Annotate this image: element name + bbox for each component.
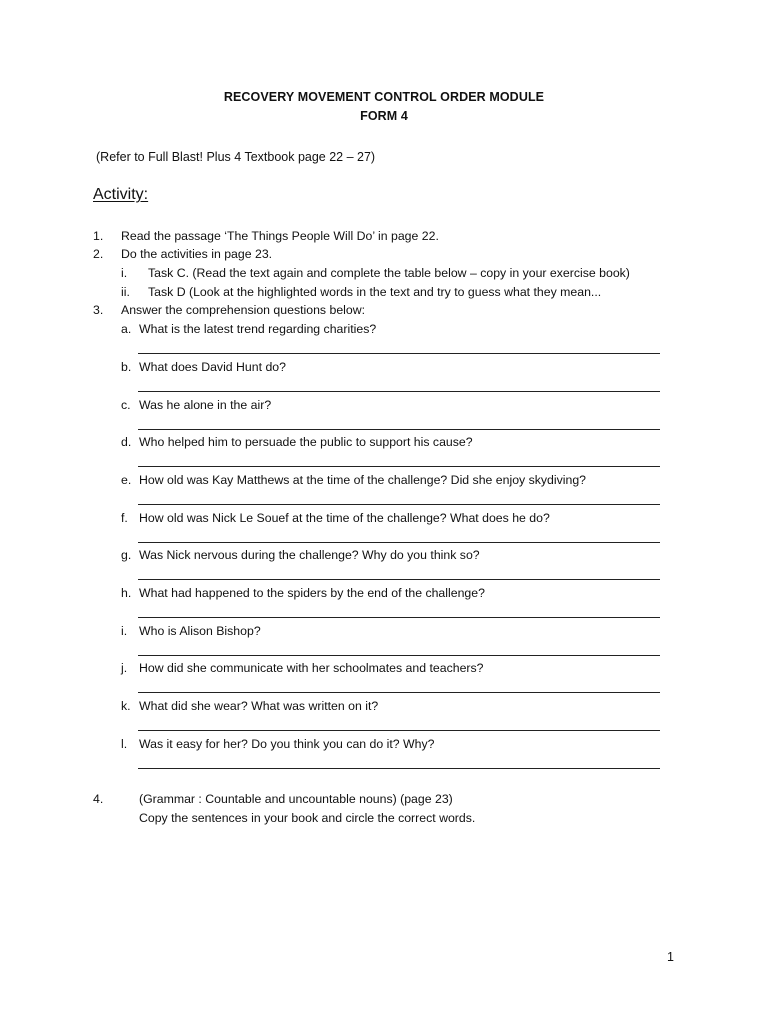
answer-line [138,730,660,731]
question-letter: e. [121,473,132,487]
question-letter: j. [121,661,128,675]
question-text: How old was Nick Le Souef at the time of the challenge? What does he do? [139,511,550,525]
item-3-text: Answer the comprehension questions below: [121,303,366,317]
subtask-i-number: i. [121,266,128,280]
page-number: 1 [667,950,674,964]
question-letter: h. [121,586,132,600]
question-text: Was Nick nervous during the challenge? Why do you think so? [139,548,480,562]
question-letter: f. [121,511,128,525]
subtask-i-text: Task C. (Read the text again and complete the table below – copy in your exercise book) [148,266,630,280]
question-text: Was he alone in the air? [139,398,272,412]
answer-line [138,655,660,656]
question-letter: k. [121,699,131,713]
item-1-text: Read the passage ‘The Things People Will Do’ in page 22. [121,229,439,243]
item-3-number: 3. [93,303,104,317]
answer-line [138,504,660,505]
item-1-number: 1. [93,229,104,243]
question-letter: l. [121,737,128,751]
answer-line [138,466,660,467]
item-2-text: Do the activities in page 23. [121,247,273,261]
question-letter: d. [121,435,132,449]
form-title: FORM 4 [360,109,408,123]
question-text: What is the latest trend regarding charities? [139,322,377,336]
question-letter: b. [121,360,132,374]
answer-line [138,391,660,392]
question-text: What does David Hunt do? [139,360,286,374]
answer-line [138,768,660,769]
question-text: What had happened to the spiders by the end of the challenge? [139,586,485,600]
answer-line [138,692,660,693]
module-title: RECOVERY MOVEMENT CONTROL ORDER MODULE [223,90,545,104]
question-letter: c. [121,398,131,412]
subtask-ii-text: Task D (Look at the highlighted words in the text and try to guess what they mean... [148,285,602,299]
question-text: What did she wear? What was written on it? [139,699,379,713]
question-text: How old was Kay Matthews at the time of the challenge? Did she enjoy skydiving? [139,473,587,487]
textbook-reference: (Refer to Full Blast! Plus 4 Textbook page 22 – 27) [96,150,376,164]
question-text: Who helped him to persuade the public to support his cause? [139,435,473,449]
item-4-line1: (Grammar : Countable and uncountable nouns) (page 23) [139,792,453,806]
answer-line [138,429,660,430]
question-text: How did she communicate with her schoolmates and teachers? [139,661,484,675]
answer-line [138,617,660,618]
question-text: Was it easy for her? Do you think you can do it? Why? [139,737,435,751]
question-letter: g. [121,548,132,562]
question-letter: i. [121,624,128,638]
item-4-number: 4. [93,792,104,806]
answer-line [138,353,660,354]
item-2-number: 2. [93,247,104,261]
question-text: Who is Alison Bishop? [139,624,261,638]
subtask-ii-number: ii. [121,285,130,299]
question-letter: a. [121,322,132,336]
activity-heading: Activity: [93,186,149,203]
answer-line [138,542,660,543]
item-4-line2: Copy the sentences in your book and circle the correct words. [139,811,476,825]
answer-line [138,579,660,580]
